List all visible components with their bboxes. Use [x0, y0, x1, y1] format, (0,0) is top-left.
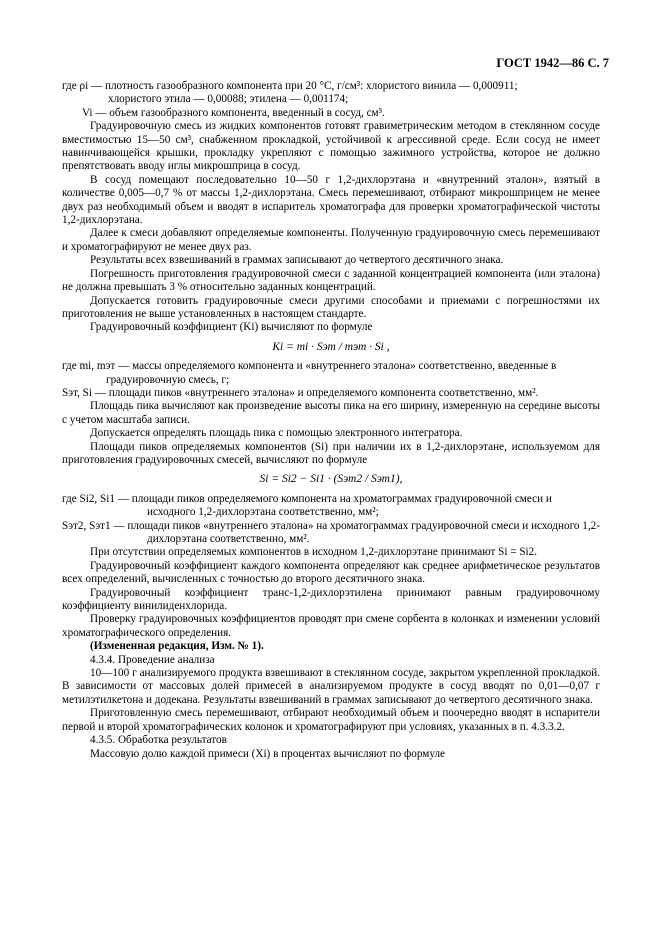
paragraph: Допускается определять площадь пика с помощью электронного интегратора.	[90, 427, 463, 440]
volume-definition: Vi — объем газообразного компонента, введенный в сосуд, см³.	[82, 106, 385, 119]
paragraph: Массовую долю каждой примеси (Xi) в процентах вычисляют по формуле	[90, 747, 446, 760]
paragraph: 10—100 г анализируемого продукта взвешивают в стеклянном сосуде, закрытом укрепленной прокладкой. В зависимости от массовых долей примесей в анализируемом продукте в сосуд вводят по 0,01—0,07 г метилэтилкетона и додекана. Результаты взвешиваний в граммах записывают до четвертого десятичного знака.	[62, 667, 600, 706]
paragraph: Допускается готовить градуировочные смеси другими способами и приемами с погрешностями их приготовления не выше установленных в настоящем стандарте.	[62, 294, 600, 320]
paragraph: Градуировочный коэффициент (Ki) вычисляют по формуле	[90, 321, 373, 334]
paragraph: В сосуд помещают последовательно 10—50 г 1,2-дихлорэтана и «внутренний эталон», взятый в количестве 0,005—0,7 % от массы 1,2-дихлорэтана. Смесь перемешивают, отбирают микрошприцем не менее двух раз необходимый объем и вводят в испаритель хроматографа для проверки хроматографической чистоты 1,2-дихлорэтана.	[62, 173, 600, 227]
section-heading-analysis: 4.3.4. Проведение анализа	[90, 653, 215, 666]
density-definition: где ρi — плотность газообразного компонента при 20 °С, г/см³: хлористого винила — 0,000911;	[62, 80, 518, 92]
paragraph: Градуировочный коэффициент транс-1,2-дихлорэтилена принимают равным градуировочному коэффициенту винилиденхлорида.	[62, 586, 600, 613]
paragraph: Градуировочный коэффициент каждого компонента определяют как среднее арифметическое результатов всех определений, вычисленных с точностью до второго десятичного знака.	[62, 559, 600, 586]
paragraph: Градуировочную смесь из жидких компонентов готовят гравиметрическим методом в стеклянном сосуде вместимостью 15—50 см³, снабженном прокладкой, устойчивой к агрессивной среде. Если сосуд не имеет навинчивающейся крышки, прокладку укрепляют с помощью зажимного устройства, которое не должно препятствовать вводу иглы микрошприца в сосуд.	[62, 120, 600, 173]
formula-calibration-coefficient: Ki = mi · Sэт / mэт · Si ,	[272, 340, 390, 353]
definition-component-areas: где Si2, Si1 — площади пиков определяемого компонента на хроматограммах градуировочной смеси и исходного 1,2-дихлорэтана соответственно, мм²;	[62, 492, 552, 519]
amendment-note: (Измененная редакция, Изм. № 1).	[90, 640, 264, 653]
paragraph: Проверку градуировочных коэффициентов проводят при смене сорбента в колонках и изменении условий хроматографического определения.	[62, 613, 600, 639]
section-heading-processing: 4.3.5. Обработка результатов	[90, 734, 227, 747]
paragraph: Площади пиков определяемых компонентов (Si) при наличии их в 1,2-дихлорэтане, используемом для приготовления градуировочных смесей, вычисляют по формуле	[62, 440, 600, 466]
definition-standard-areas: Sэт2, Sэт1 — площади пиков «внутреннего эталона» на хроматограммах градуировочной смеси и исходного 1,2-дихлорэтана соответственно, мм².	[62, 519, 600, 545]
paragraph: Далее к смеси добавляют определяемые компоненты. Полученную градуировочную смесь перемешивают и хроматографируют не менее двух раз.	[62, 227, 600, 253]
document-body	[62, 80, 600, 761]
paragraph: Площадь пика вычисляют как произведение высоты пика на его ширину, измеренную на середине высоты с учетом масштаба записи.	[62, 400, 600, 426]
paragraph: Приготовленную смесь перемешивают, отбирают необходимый объем и поочередно вводят в испарители первой и второй хроматографических колонок и хроматографируют при условиях, указанных в п. 4.3.3.2.	[62, 707, 600, 733]
paragraph: При отсутствии определяемых компонентов в исходном 1,2-дихлорэтане принимают Si = Si2.	[90, 546, 538, 559]
definition-masses: где mi, mэт — массы определяемого компонента и «внутреннего эталона» соответственно, введенные в градуировочную смесь, г;	[62, 360, 557, 386]
paragraph: Погрешность приготовления градуировочной смеси с заданной концентрацией компонента (или эталона) не должна превышать 3 % относительно заданных концентраций.	[62, 267, 600, 294]
density-values: хлористого этила — 0,00088; этилена — 0,001174;	[108, 93, 349, 106]
paragraph: Результаты всех взвешиваний в граммах записывают до четвертого десятичного знака.	[90, 254, 504, 267]
page-header: ГОСТ 1942—86 С. 7	[496, 56, 609, 70]
formula-peak-area: Si = Si2 − Si1 · (Sэт2 / Sэт1),	[259, 473, 403, 486]
definition-areas: Sэт, Si — площади пиков «внутреннего эталона» и определяемого компонента соответственно, мм².	[62, 386, 539, 399]
